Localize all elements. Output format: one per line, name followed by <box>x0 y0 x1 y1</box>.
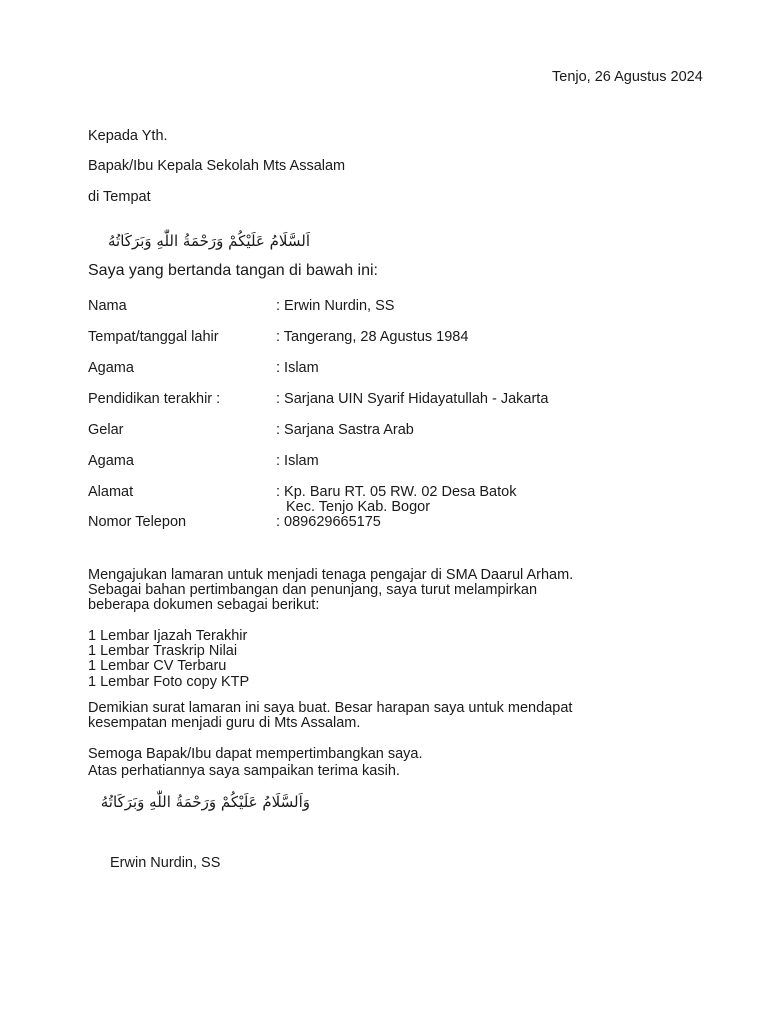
attachment-item: 1 Lembar CV Terbaru <box>88 658 227 674</box>
attachment-item: 1 Lembar Foto copy KTP <box>88 674 250 690</box>
field-value-gelar: : Sarjana Sastra Arab <box>276 422 414 438</box>
field-value-agama: : Islam <box>276 360 319 376</box>
closing-greeting: وَاَلسَّلَامُ عَلَيْكُمْ وَرَحْمَةُ اللّٰهِ وَبَرَكَاتُهُ <box>100 793 310 811</box>
paragraph-thanks-line-2: Atas perhatiannya saya sampaikan terima kasih. <box>88 763 400 779</box>
field-value-pendidikan: : Sarjana UIN Syarif Hidayatullah - Jakarta <box>276 391 549 407</box>
recipient-name: Bapak/Ibu Kepala Sekolah Mts Assalam <box>88 158 346 174</box>
field-label-gelar: Gelar <box>88 422 124 438</box>
field-label-telepon: Nomor Telepon <box>88 514 187 530</box>
paragraph-application-line-1: Mengajukan lamaran untuk menjadi tenaga pengajar di SMA Daarul Arham. <box>88 567 574 583</box>
field-label-nama: Nama <box>88 298 127 314</box>
field-label-alamat: Alamat <box>88 484 134 500</box>
letter-date: Tenjo, 26 Agustus 2024 <box>552 69 703 85</box>
attachment-item: 1 Lembar Ijazah Terakhir <box>88 628 248 644</box>
opening-greeting: اَلسَّلَامُ عَلَيْكُمْ وَرَحْمَةُ اللّٰهِ وَبَرَكَاتُهُ <box>108 232 310 250</box>
paragraph-closing-line-2: kesempatan menjadi guru di Mts Assalam. <box>88 715 361 731</box>
paragraph-thanks-line-1: Semoga Bapak/Ibu dapat mempertimbangkan saya. <box>88 746 423 762</box>
field-label-ttl: Tempat/tanggal lahir <box>88 329 219 345</box>
recipient-place: di Tempat <box>88 189 151 205</box>
intro-statement: Saya yang bertanda tangan di bawah ini: <box>88 262 378 279</box>
field-value-ttl: : Tangerang, 28 Agustus 1984 <box>276 329 469 345</box>
recipient-salutation: Kepada Yth. <box>88 128 168 144</box>
field-label-agama-2: Agama <box>88 453 134 469</box>
field-label-pendidikan: Pendidikan terakhir : <box>88 391 221 407</box>
field-value-telepon: : 089629665175 <box>276 514 381 530</box>
paragraph-closing-line-1: Demikian surat lamaran ini saya buat. Besar harapan saya untuk mendapat <box>88 700 573 716</box>
paragraph-application-line-3: beberapa dokumen sebagai berikut: <box>88 597 320 613</box>
field-value-agama-2: : Islam <box>276 453 319 469</box>
signature-name: Erwin Nurdin, SS <box>110 855 221 871</box>
field-value-nama: : Erwin Nurdin, SS <box>276 298 395 314</box>
field-label-agama: Agama <box>88 360 134 376</box>
paragraph-application-line-2: Sebagai bahan pertimbangan dan penunjang, saya turut melampirkan <box>88 582 538 598</box>
field-value-alamat: : Kp. Baru RT. 05 RW. 02 Desa Batok <box>276 484 517 500</box>
attachment-item: 1 Lembar Traskrip Nilai <box>88 643 238 659</box>
field-value-alamat-line2: Kec. Tenjo Kab. Bogor <box>286 499 431 515</box>
